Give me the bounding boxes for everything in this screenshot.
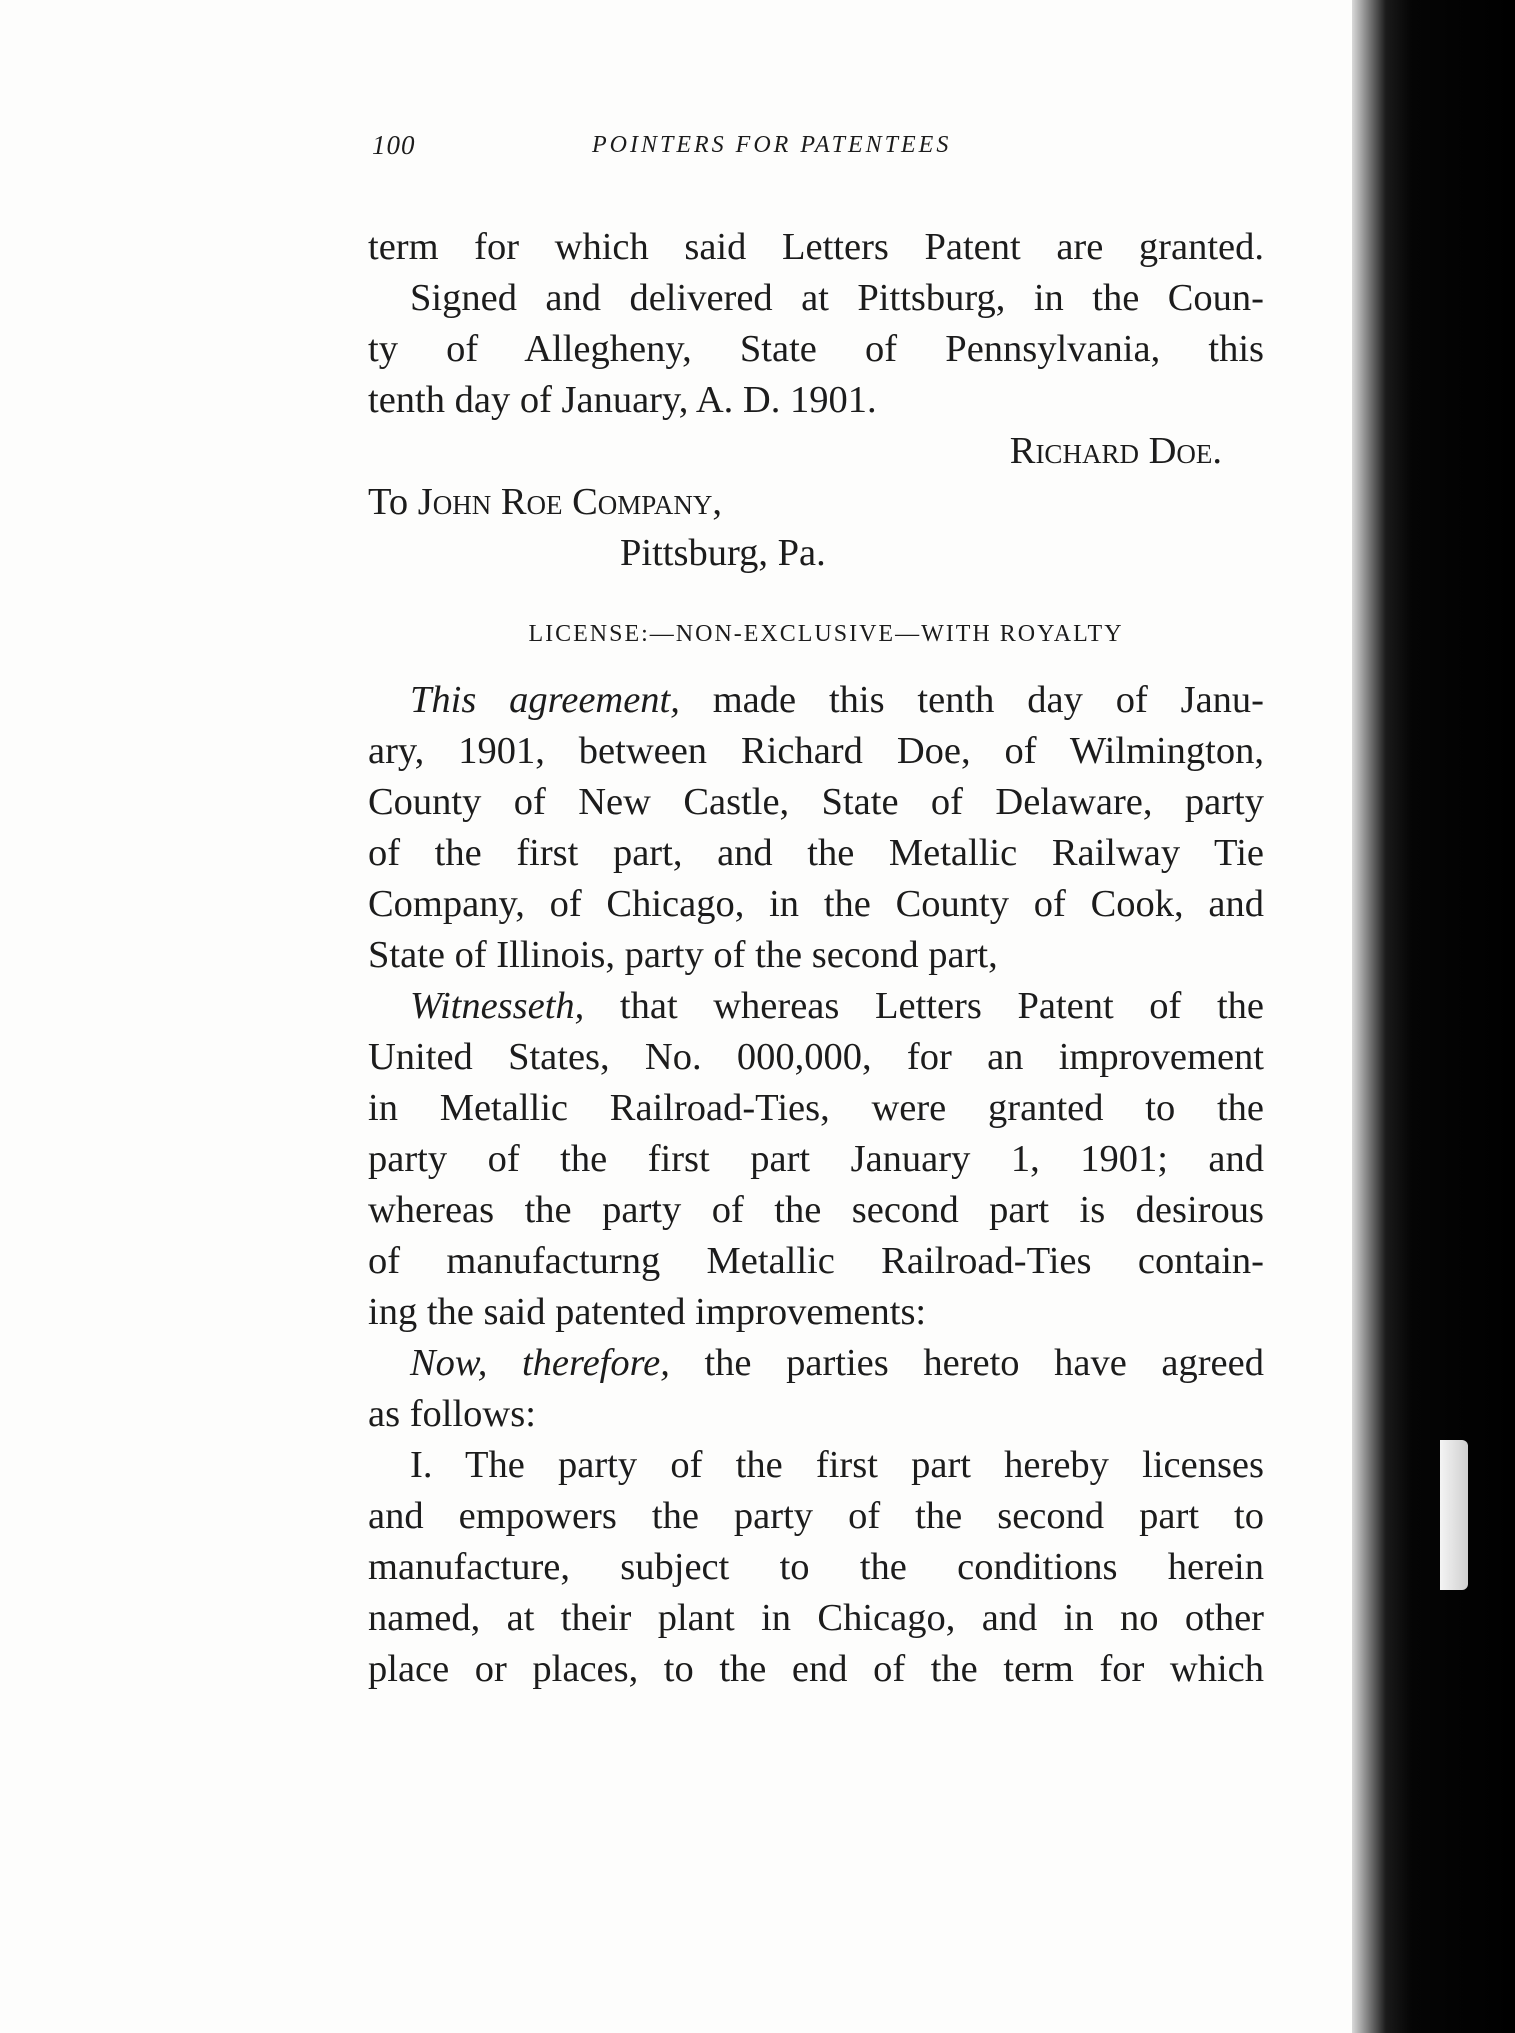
page-number: 100 bbox=[372, 130, 416, 160]
text-line: term for which said Letters Patent are granted. bbox=[368, 226, 1264, 268]
text-line: whereas the party of the second part is desirous bbox=[368, 1189, 1264, 1231]
section-heading: LICENSE:—NON-EXCLUSIVE—WITH ROYALTY bbox=[528, 621, 1124, 647]
addressee-city: Pittsburg, Pa. bbox=[620, 532, 826, 574]
text-line: as follows: bbox=[368, 1393, 536, 1435]
text-line: of manufacturng Metallic Railroad-Ties contain- bbox=[368, 1240, 1264, 1282]
text-line: ing the said patented improvements: bbox=[368, 1291, 927, 1333]
text-line: Company, of Chicago, in the County of Cook, and bbox=[368, 883, 1264, 925]
page-body bbox=[368, 222, 1264, 1695]
text-line: party of the first part January 1, 1901; and bbox=[368, 1138, 1264, 1180]
text-line: Signed and delivered at Pittsburg, in the Coun- bbox=[410, 277, 1264, 319]
text-line: named, at their plant in Chicago, and in no other bbox=[368, 1597, 1264, 1639]
text-line: manufacture, subject to the conditions herein bbox=[368, 1546, 1264, 1588]
emphasis: Now, therefore, bbox=[410, 1342, 670, 1384]
text-line: Now, therefore, the parties hereto have agreed bbox=[410, 1342, 1264, 1384]
addressee bbox=[368, 477, 1264, 528]
text-line: in Metallic Railroad-Ties, were granted to the bbox=[368, 1087, 1264, 1129]
emphasis: Witnesseth, bbox=[410, 985, 585, 1027]
text-line: ty of Allegheny, State of Pennsylvania, this bbox=[368, 328, 1264, 370]
text-line: Witnesseth, that whereas Letters Patent of the bbox=[410, 985, 1264, 1027]
text-line: County of New Castle, State of Delaware, party bbox=[368, 781, 1264, 823]
text-line: and empowers the party of the second part to bbox=[368, 1495, 1264, 1537]
emphasis: This agreement, bbox=[410, 679, 680, 721]
running-title: POINTERS FOR PATENTEES bbox=[592, 132, 952, 158]
binding-shadow bbox=[1352, 0, 1515, 2033]
running-head bbox=[372, 130, 1052, 170]
text-line: This agreement, made this tenth day of Janu- bbox=[410, 679, 1264, 721]
text-line: place or places, to the end of the term for which bbox=[368, 1648, 1264, 1690]
text-line: State of Illinois, party of the second part, bbox=[368, 934, 998, 976]
text-line: United States, No. 000,000, for an improvement bbox=[368, 1036, 1264, 1078]
text-line: I. The party of the first part hereby licenses bbox=[410, 1444, 1264, 1486]
binding-notch bbox=[1440, 1440, 1468, 1590]
text-line: tenth day of January, A. D. 1901. bbox=[368, 379, 877, 421]
text-line: ary, 1901, between Richard Doe, of Wilmington, bbox=[368, 730, 1264, 772]
addressee-prefix: To bbox=[368, 481, 409, 523]
addressee-name: John Roe Company, bbox=[417, 481, 722, 523]
signature: Richard Doe. bbox=[1009, 430, 1222, 472]
text-line: of the first part, and the Metallic Railway Tie bbox=[368, 832, 1264, 874]
